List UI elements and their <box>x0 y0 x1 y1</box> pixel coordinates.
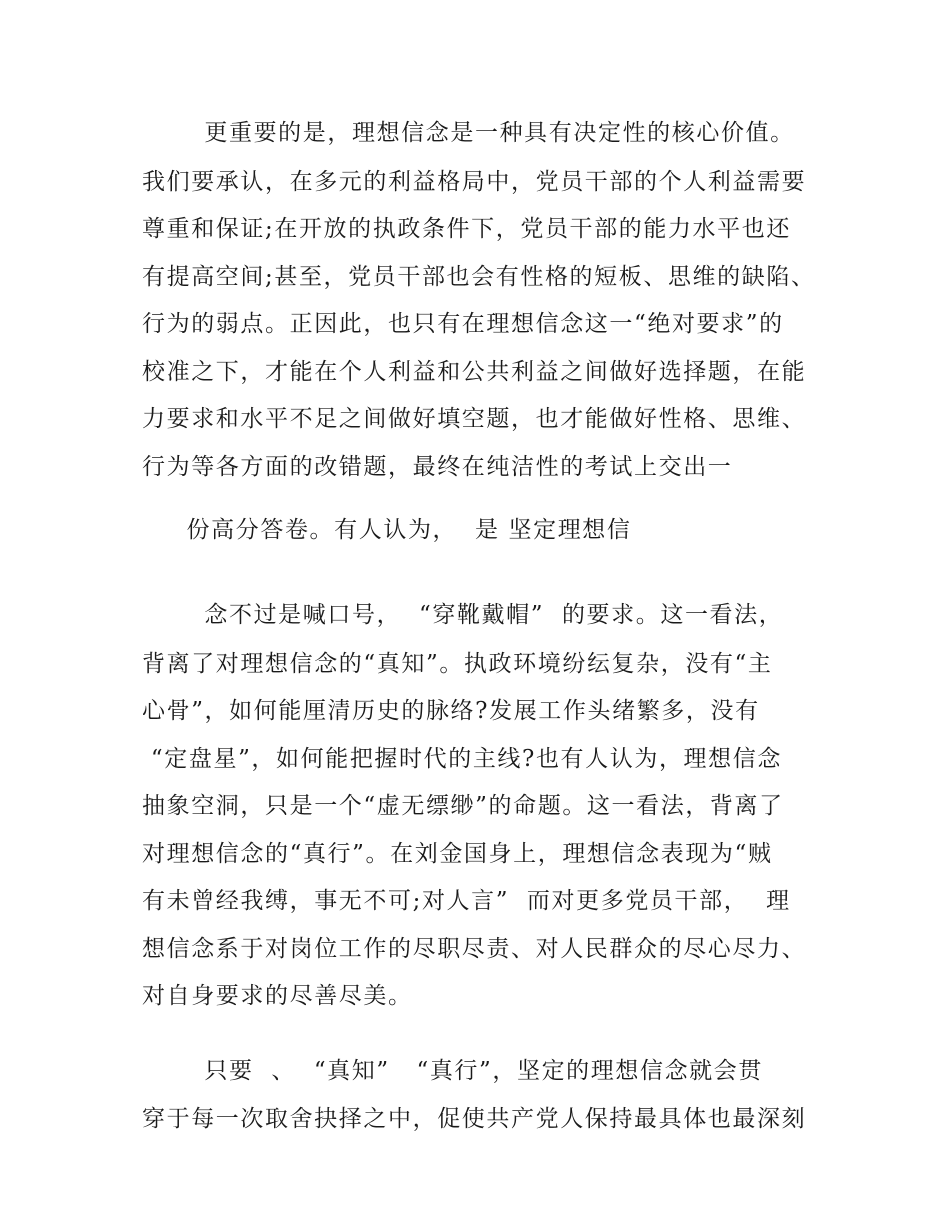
text-line: 背离了对理想信念的“真知”。执政环境纷纭复杂，没有“主 <box>142 651 773 677</box>
text-line: 更重要的是，理想信念是一种具有决定性的核心价值。 <box>142 120 795 146</box>
text-line: 对自身要求的尽善尽美。 <box>142 983 413 1009</box>
text-line: 校准之下，才能在个人利益和公共利益之间做好选择题，在能 <box>142 359 807 385</box>
text-line: 我们要承认，在多元的利益格局中，党员干部的个人利益需要 <box>142 169 807 195</box>
text-line: 行为等各方面的改错题，最终在纯洁性的考试上交出一 <box>142 454 733 480</box>
text-line: “定盘星”，如何能把握时代的主线?也有人认为，理想信念 <box>142 746 782 772</box>
text-line: 只要 、 “真知” “真行”，坚定的理想信念就会贯 <box>142 1058 763 1084</box>
text-line: 有未曾经我缚，事无不可;对人言” 而对更多党员干部， 理 <box>142 888 791 914</box>
text-line: 心骨”，如何能厘清历史的脉络?发展工作头绪繁多，没有 <box>142 698 760 724</box>
text-line: 对理想信念的“真行”。在刘金国身上，理想信念表现为“贼 <box>142 841 773 867</box>
text-line: 份高分答卷。有人认为， 是 坚定理想信 <box>142 517 632 543</box>
text-line: 行为的弱点。正因此，也只有在理想信念这一“绝对要求”的 <box>142 311 784 337</box>
text-line: 念不过是喊口号， “穿靴戴帽” 的要求。这一看法， <box>142 602 784 628</box>
text-line: 穿于每一次取舍抉择之中，促使共产党人保持最具体也最深刻 <box>142 1106 807 1132</box>
text-line: 尊重和保证;在开放的执政条件下，党员干部的能力水平也还 <box>142 216 791 242</box>
text-line: 有提高空间;甚至，党员干部也会有性格的短板、思维的缺陷、 <box>142 264 816 290</box>
text-line: 力要求和水平不足之间做好填空题，也才能做好性格、思维、 <box>142 406 807 432</box>
text-line: 想信念系于对岗位工作的尽职尽责、对人民群众的尽心尽力、 <box>142 936 807 962</box>
text-line: 抽象空洞，只是一个“虚无缥缈”的命题。这一看法，背离了 <box>142 793 784 819</box>
